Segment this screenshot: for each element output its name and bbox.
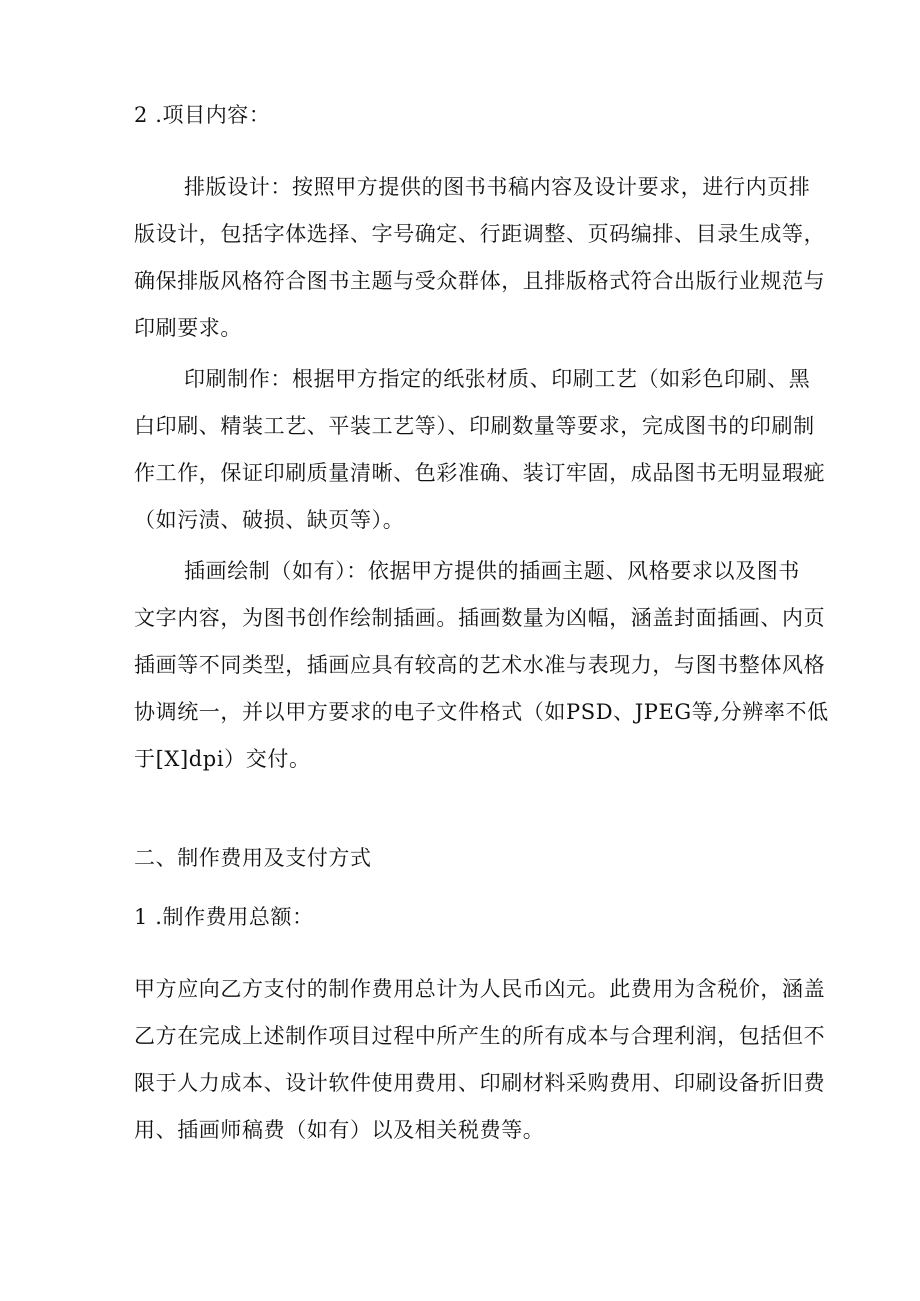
paragraph-line: 印刷制作：根据甲方指定的纸张材质、印刷工艺（如彩色印刷、黑 <box>184 367 811 391</box>
paragraph-line: 版设计，包括字体选择、字号确定、行距调整、页码编排、目录生成等， <box>134 222 826 246</box>
paragraph-line: 白印刷、精装工艺、平装工艺等）、印刷数量等要求，完成图书的印刷制 <box>134 414 815 438</box>
paragraph-line: 文字内容，为图书创作绘制插画。插画数量为凶幅，涵盖封面插画、内页 <box>134 606 826 630</box>
paragraph-line: 插画绘制（如有）：依据甲方提供的插画主题、风格要求以及图书 <box>184 559 800 583</box>
paragraph-line: 用、插画师稿费（如有）以及相关税费等。 <box>134 1118 545 1142</box>
item-heading-fee-total: 1 .制作费用总额： <box>134 905 314 929</box>
paragraph-line: 排版设计：按照甲方提供的图书书稿内容及设计要求，进行内页排 <box>184 175 811 199</box>
paragraph-line: 乙方在完成上述制作项目过程中所产生的所有成本与合理利润，包括但不 <box>134 1024 826 1048</box>
paragraph-line: 确保排版风格符合图书主题与受众群体，且排版格式符合出版行业规范与 <box>134 269 826 293</box>
paragraph-line: 作工作，保证印刷质量清晰、色彩准确、装订牢固，成品图书无明显瑕疵 <box>134 461 826 485</box>
paragraph-line: 甲方应向乙方支付的制作费用总计为人民币凶元。此费用为含税价，涵盖 <box>134 977 826 1001</box>
item-heading-project-content: 2 .项目内容： <box>134 103 271 127</box>
section-heading-fees-payment: 二、制作费用及支付方式 <box>134 846 372 870</box>
paragraph-line: 协调统一，并以甲方要求的电子文件格式（如PSD、JPEG等,分辨率不低 <box>134 700 829 724</box>
paragraph-line: 限于人力成本、设计软件使用费用、印刷材料采购费用、印刷设备折旧费 <box>134 1071 826 1095</box>
paragraph-line: 于[X]dpi）交付。 <box>134 747 311 771</box>
paragraph-line: （如污渍、破损、缺页等）。 <box>134 508 405 532</box>
paragraph-line: 插画等不同类型，插画应具有较高的艺术水准与表现力，与图书整体风格 <box>134 653 826 677</box>
paragraph-line: 印刷要求。 <box>134 316 242 340</box>
